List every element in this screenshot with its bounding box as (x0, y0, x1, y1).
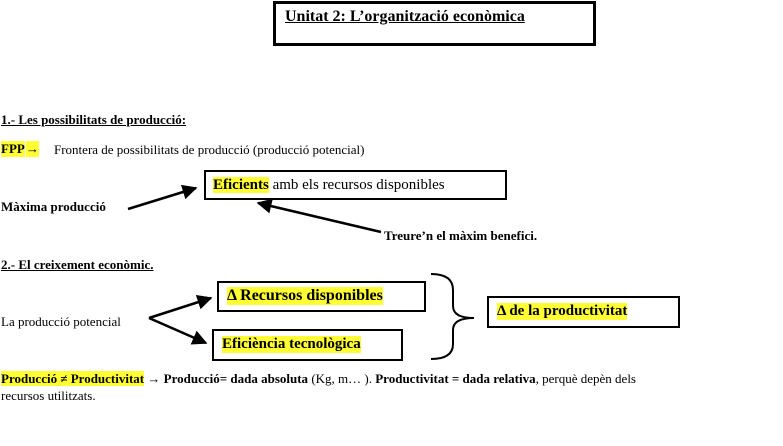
arrow-from-profit (258, 203, 381, 232)
footer-line-2: recursos utilitzats. (1, 388, 96, 403)
max-production-label: Màxima producció (1, 199, 106, 214)
fpp-definition: Frontera de possibilitats de producció (producció potencial) (54, 142, 365, 157)
section-2-heading: 2.- El creixement econòmic. (1, 257, 154, 272)
arrow-to-resources (149, 298, 211, 318)
efficiency-text: Eficiència tecnològica (222, 336, 361, 352)
footer-units: (Kg, m… ). (308, 371, 376, 386)
resources-text: Δ Recursos disponibles (227, 287, 383, 304)
productivity-relative: Productivitat = dada relativa (375, 371, 536, 386)
potential-production-label: La producció potencial (1, 314, 121, 329)
grouping-brace (431, 274, 474, 359)
page-title: Unitat 2: L’organització econòmica (285, 8, 525, 25)
footer-reason: , perquè depèn dels (535, 371, 636, 386)
fpp-arrow: → (26, 141, 39, 156)
efficient-word: Eficients (213, 177, 269, 193)
production-vs-productivity: Producció ≠ Productivitat (1, 371, 145, 386)
production-absolute: Producció= dada absoluta (163, 371, 309, 386)
section-1-heading: 1.- Les possibilitats de producció: (1, 112, 187, 127)
footer-arrow: → (144, 371, 164, 386)
arrow-to-efficiency (149, 318, 206, 343)
productivity-text: Δ de la productivitat (497, 303, 628, 319)
efficient-rest: amb els recursos disponibles (268, 177, 445, 193)
arrow-to-efficient (128, 188, 196, 209)
maximize-profit-label: Treure’n el màxim benefici. (384, 228, 538, 243)
fpp-abbreviation: FPP (1, 141, 25, 156)
